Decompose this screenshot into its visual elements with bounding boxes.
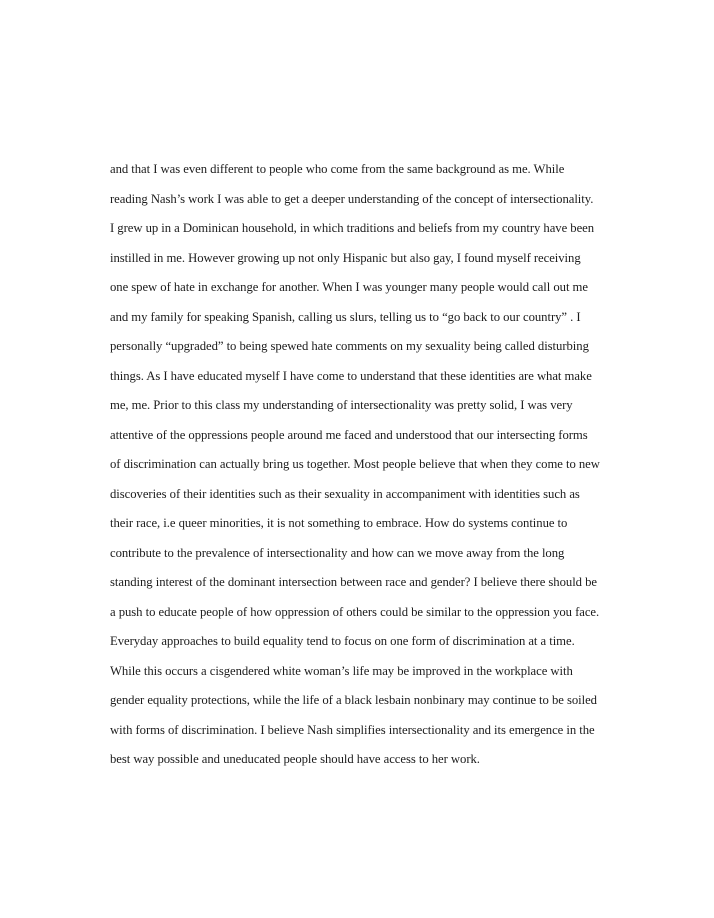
- paragraph-line: attentive of the oppressions people around me faced and understood that our intersecting forms: [110, 427, 588, 442]
- paragraph-line: discoveries of their identities such as their sexuality in accompaniment with identities such as: [110, 486, 580, 501]
- paragraph-line: gender equality protections, while the life of a black lesbain nonbinary may continue to be soiled: [110, 693, 597, 707]
- paragraph-line: While this occurs a cisgendered white woman’s life may be improved in the workplace with: [110, 663, 573, 678]
- essay-paragraph: [110, 162, 610, 789]
- paragraph-line: personally “upgraded” to being spewed hate comments on my sexuality being called disturbing: [110, 339, 589, 353]
- paragraph-line: and that I was even different to people who come from the same background as me. While: [110, 162, 565, 176]
- paragraph-line: best way possible and uneducated people should have access to her work.: [110, 752, 480, 766]
- paragraph-line: contribute to the prevalence of intersectionality and how can we move away from the long: [110, 545, 565, 560]
- paragraph-line: me, me. Prior to this class my understanding of intersectionality was pretty solid, I was very: [110, 398, 573, 412]
- paragraph-line: of discrimination can actually bring us together. Most people believe that when they come to new: [110, 457, 600, 471]
- paragraph-line: Everyday approaches to build equality tend to focus on one form of discrimination at a time.: [110, 634, 575, 648]
- paragraph-line: their race, i.e queer minorities, it is not something to embrace. How do systems continue to: [110, 516, 568, 530]
- paragraph-line: and my family for speaking Spanish, calling us slurs, telling us to “go back to our country” . I: [110, 309, 581, 324]
- paragraph-line: with forms of discrimination. I believe Nash simplifies intersectionality and its emergence in the: [110, 722, 595, 737]
- paragraph-line: reading Nash’s work I was able to get a deeper understanding of the concept of intersectionality.: [110, 191, 594, 206]
- paragraph-line: I grew up in a Dominican household, in which traditions and beliefs from my country have been: [110, 221, 595, 235]
- paragraph-line: instilled in me. However growing up not only Hispanic but also gay, I found myself receiving: [110, 250, 581, 265]
- paragraph-line: one spew of hate in exchange for another. When I was younger many people would call out me: [110, 280, 588, 294]
- paragraph-line: things. As I have educated myself I have come to understand that these identities are what make: [110, 368, 592, 383]
- paragraph-line: standing interest of the dominant intersection between race and gender? I believe there should be: [110, 575, 597, 589]
- paragraph-line: a push to educate people of how oppression of others could be similar to the oppression you face.: [110, 604, 600, 619]
